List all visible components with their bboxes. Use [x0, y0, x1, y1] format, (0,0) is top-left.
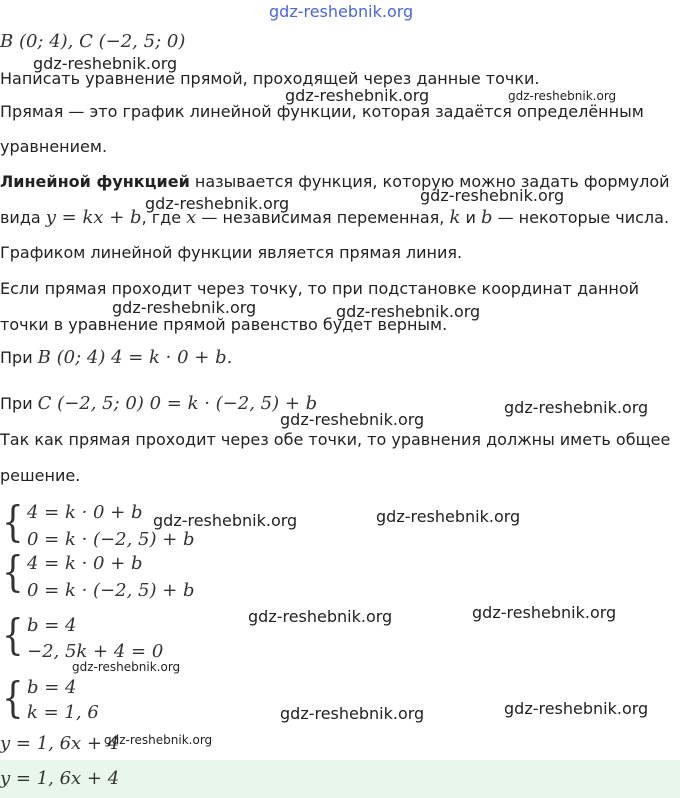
linear-function-definition — [0, 172, 670, 192]
var-k: k — [449, 207, 461, 228]
system-brace: { — [2, 497, 24, 547]
graph-text: Графиком линейной функции является прямая линия. — [0, 243, 463, 262]
system4-eq2: k = 1, 6 — [27, 702, 99, 723]
answer-box — [0, 760, 680, 798]
at-point-b — [0, 347, 232, 369]
result-equation: y = 1, 6x + 4 — [0, 733, 120, 754]
system2-eq1: 4 = k · 0 + b — [27, 553, 143, 574]
watermark: gdz-reshebnik.org — [33, 54, 178, 73]
vida-and: и — [460, 208, 481, 227]
watermark-top: gdz-reshebnik.org — [269, 2, 414, 21]
watermark: gdz-reshebnik.org — [472, 603, 617, 622]
common-1: Так как прямая проходит через обе точки, то уравнения должны иметь общее — [0, 430, 671, 449]
substitution-1: Если прямая проходит через точку, то при подстановке координат данной — [0, 279, 640, 298]
line-definition-1: Прямая — это график линейной функции, которая задаётся определённым — [0, 102, 644, 121]
var-x: x — [186, 207, 197, 228]
watermark: gdz-reshebnik.org — [504, 398, 649, 417]
linear-function-term: Линейной функцией — [0, 172, 190, 191]
at-label: При — [0, 394, 38, 413]
at-label: При — [0, 348, 38, 367]
at-point-c — [0, 393, 317, 415]
watermark: gdz-reshebnik.org — [504, 699, 649, 718]
vida-where: , где — [141, 208, 187, 227]
watermark: gdz-reshebnik.org — [145, 194, 290, 213]
vida-prefix: вида — [0, 208, 46, 227]
system4-eq1: b = 4 — [27, 677, 77, 698]
linear-function-rest: называется функция, которую можно задать формулой — [189, 172, 670, 191]
vida-line — [0, 207, 669, 229]
watermark: gdz-reshebnik.org — [112, 298, 257, 317]
substitution-2: точки в уравнение прямой равенство будет верным. — [0, 315, 448, 334]
watermark: gdz-reshebnik.org — [376, 507, 521, 526]
equation-b: B (0; 4) 4 = k · 0 + b. — [37, 347, 233, 368]
watermark: gdz-reshebnik.org — [280, 704, 425, 723]
common-2: решение. — [0, 466, 81, 485]
line-definition-2: уравнением. — [0, 137, 108, 156]
var-b: b — [480, 207, 493, 228]
system3-eq1: b = 4 — [27, 615, 77, 636]
vida-formula: y = kx + b — [45, 207, 142, 228]
system1-eq1: 4 = k · 0 + b — [27, 502, 143, 523]
system3-eq2: −2, 5k + 4 = 0 — [27, 641, 164, 662]
equation-c: C (−2, 5; 0) 0 = k · (−2, 5) + b — [37, 393, 318, 414]
watermark: gdz-reshebnik.org — [280, 410, 425, 429]
system-brace: { — [2, 610, 24, 660]
watermark: gdz-reshebnik.org — [248, 607, 393, 626]
watermark: gdz-reshebnik.org — [285, 86, 430, 105]
answer-equation: y = 1, 6x + 4 — [0, 768, 120, 789]
points-line: B (0; 4), C (−2, 5; 0) — [0, 31, 186, 52]
system-brace: { — [2, 547, 24, 597]
watermark-small: gdz-reshebnik.org — [72, 660, 181, 674]
vida-mid: — независимая переменная, — [196, 208, 450, 227]
system2-eq2: 0 = k · (−2, 5) + b — [27, 580, 195, 601]
task-text: Написать уравнение прямой, проходящей через данные точки. — [0, 69, 540, 88]
watermark: gdz-reshebnik.org — [420, 186, 565, 205]
system-brace: { — [2, 673, 24, 723]
watermark-small: gdz-reshebnik.org — [104, 733, 213, 747]
vida-end: — некоторые числа. — [492, 208, 670, 227]
watermark: gdz-reshebnik.org — [153, 511, 298, 530]
watermark-small: gdz-reshebnik.org — [508, 89, 617, 103]
system1-eq2: 0 = k · (−2, 5) + b — [27, 529, 195, 550]
watermark: gdz-reshebnik.org — [336, 302, 481, 321]
